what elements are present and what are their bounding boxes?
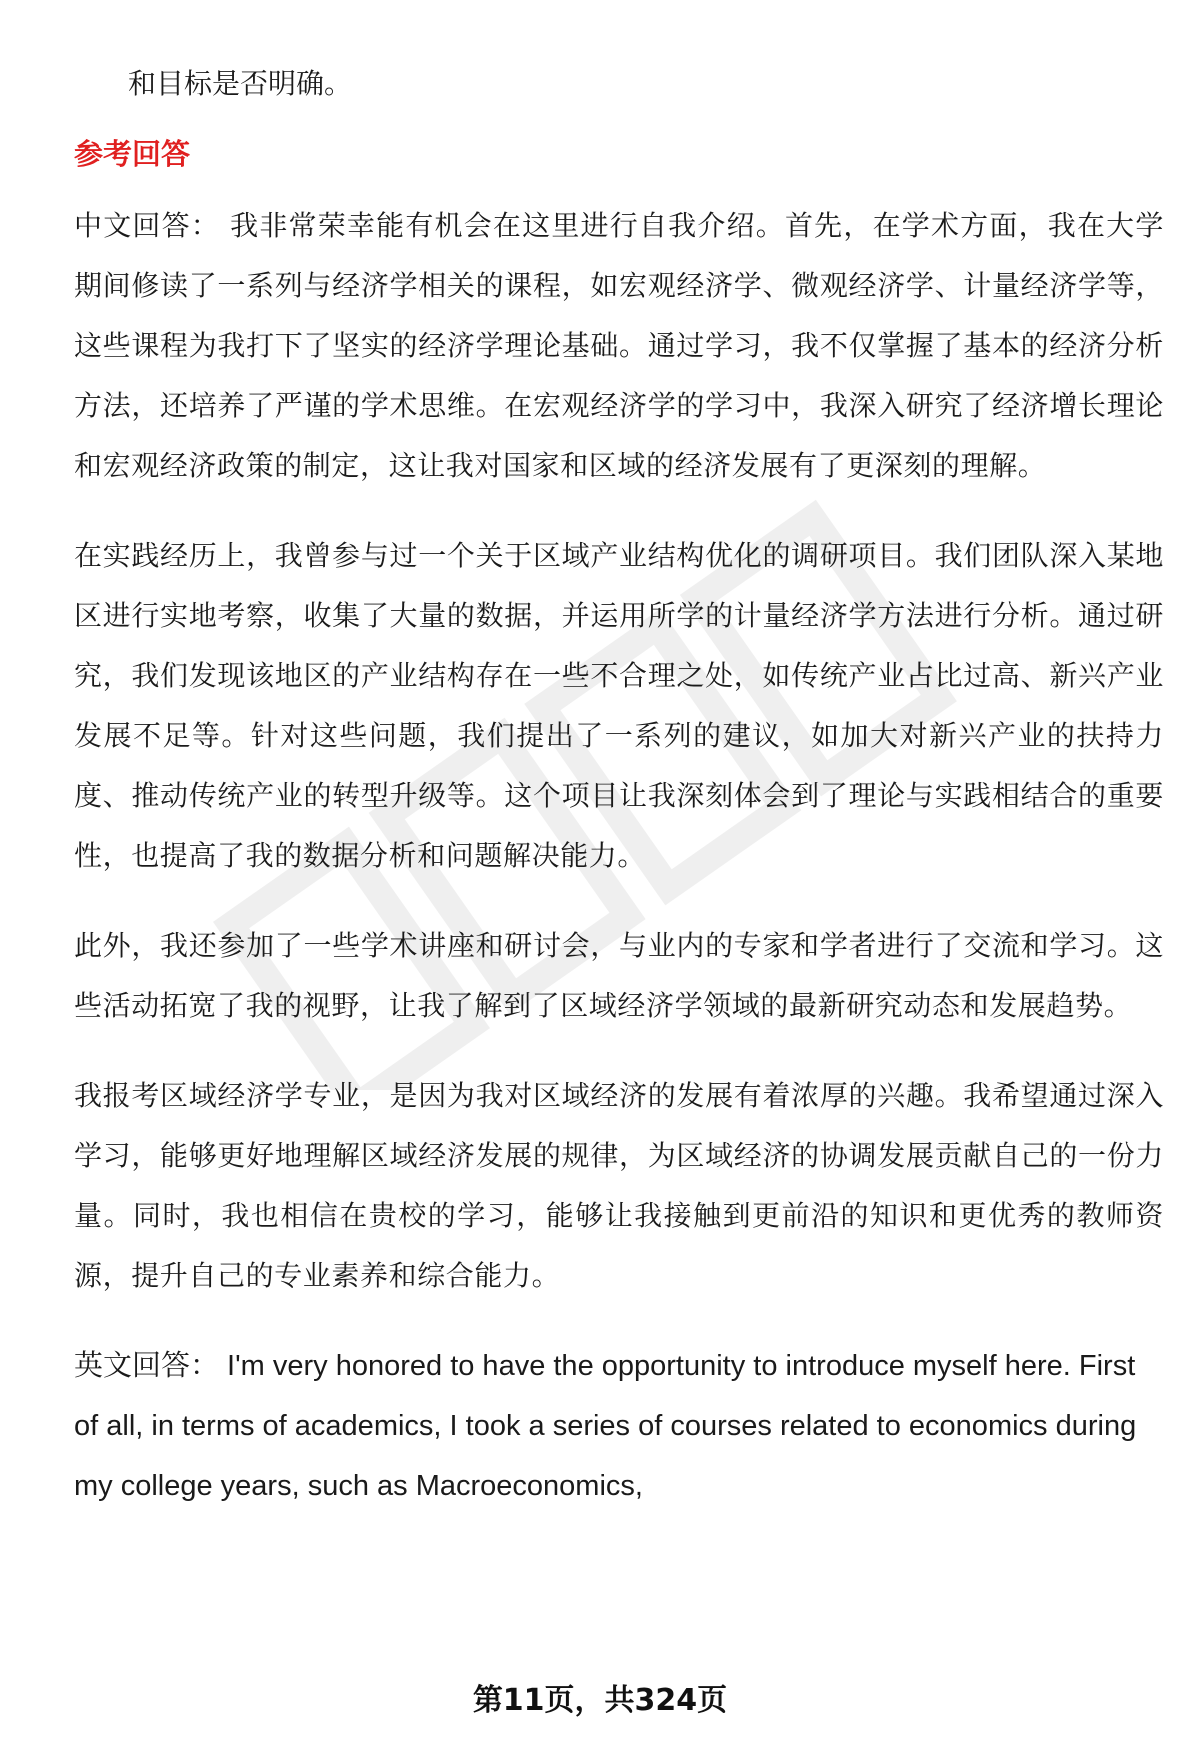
paragraph-1: 中文回答： 我非常荣幸能有机会在这里进行自我介绍。首先，在学术方面，我在大学期间修读了一系列与经济学相关的课程，如宏观经济学、微观经济学、计量经济学等，这些课程为我打下了坚实的经济学理论基础。通过学习，我不仅掌握了基本的经济分析方法，还培养了严谨的学术思维。在宏观经济学的学习中，我深入研究了经济增长理论和宏观经济政策的制定，这让我对国家和区域的经济发展有了更深刻的理解。 (74, 209, 1164, 482)
paragraph-4: 我报考区域经济学专业，是因为我对区域经济的发展有着浓厚的兴趣。我希望通过深入学习，能够更好地理解区域经济发展的规律，为区域经济的协调发展贡献自己的一份力量。同时，我也相信在贵校的学习，能够让我接触到更前沿的知识和更优秀的教师资源，提升自己的专业素养和综合能力。 (74, 1079, 1164, 1292)
english-paragraph: 英文回答： I'm very honored to have the opportunity to introduce myself here. First of all, in terms of academics, I took a series of courses related to economics during my college years, such as Macroeconomics, (74, 1350, 1137, 1502)
section-heading: 参考回答 (74, 137, 191, 171)
paragraph-2: 在实践经历上，我曾参与过一个关于区域产业结构优化的调研项目。我们团队深入某地区进行实地考察，收集了大量的数据，并运用所学的计量经济学方法进行分析。通过研究，我们发现该地区的产业结构存在一些不合理之处，如传统产业占比过高、新兴产业发展不足等。针对这些问题，我们提出了一系列的建议，如加大对新兴产业的扶持力度、推动传统产业的转型升级等。这个项目让我深刻体会到了理论与实践相结合的重要性，也提高了我的数据分析和问题解决能力。 (74, 539, 1164, 872)
continuation-text: 和目标是否明确。 (128, 67, 353, 100)
document-page (74, 54, 1164, 1546)
page-footer: 第11页，共324页 (472, 1683, 728, 1718)
paragraph-3: 此外，我还参加了一些学术讲座和研讨会，与业内的专家和学者进行了交流和学习。这些活动拓宽了我的视野，让我了解到了区域经济学领域的最新研究动态和发展趋势。 (74, 929, 1164, 1022)
